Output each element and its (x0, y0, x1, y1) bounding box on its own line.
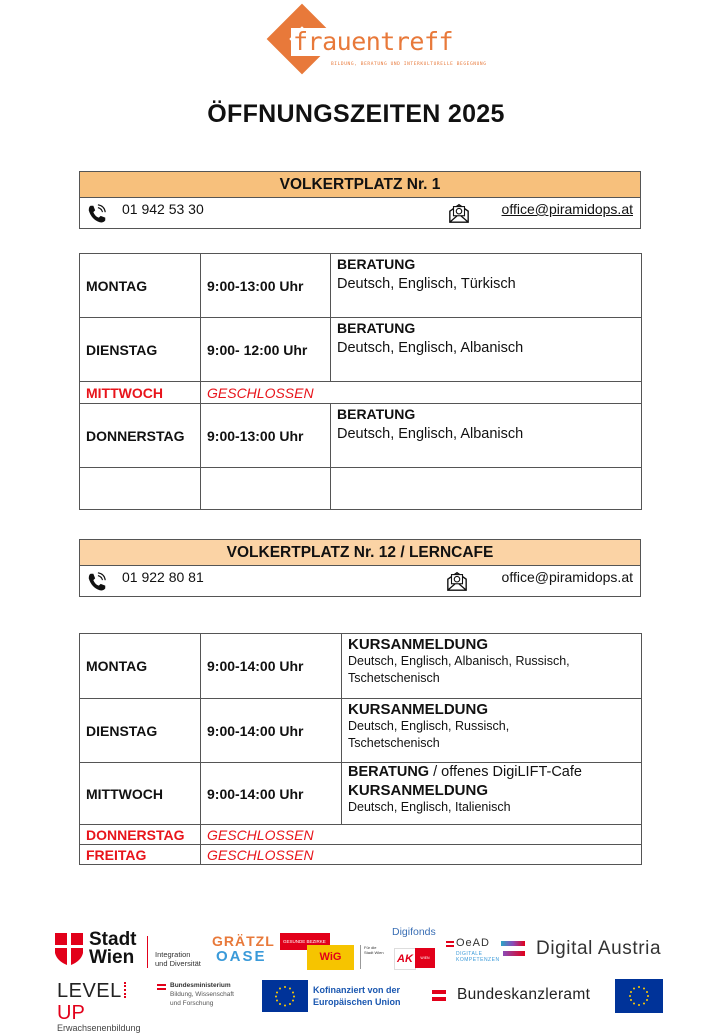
service-title: BERATUNG (337, 320, 416, 336)
service-title: KURSANMELDUNG (348, 636, 488, 653)
day-cell: MITTWOCH (80, 763, 201, 825)
day-cell: MONTAG (80, 634, 201, 699)
level-up-logo: LEVELUP Erwachsenenbildung (57, 980, 141, 1033)
eu-flag-icon (262, 980, 308, 1012)
service-cell (331, 254, 642, 318)
wien-shield-icon (55, 933, 83, 965)
service-cell (331, 404, 642, 468)
closed-day-cell: MITTWOCH (80, 382, 201, 404)
closed-status: GESCHLOSSEN (201, 825, 642, 845)
location-1-phone[interactable]: 01 942 53 30 (122, 201, 204, 217)
location-1-header-block (79, 171, 641, 229)
closed-status: GESCHLOSSEN (201, 382, 642, 404)
location-1-name: VOLKERTPLATZ Nr. 1 (80, 172, 640, 198)
languages: Deutsch, Englisch, Albanisch, Russisch, Tschetschenisch (348, 654, 570, 685)
table-row-closed (80, 845, 642, 865)
service-cell (342, 634, 642, 699)
wig-gesunde-bezirke-logo: GESUNDE BEZIRKE WiG Für die Stadt Wien (280, 933, 380, 971)
envelope-icon (448, 202, 470, 224)
graetzl-oase-logo: GRÄTZL OASE (212, 933, 275, 965)
service-title: BERATUNG (348, 764, 430, 780)
service-title-2: KURSANMELDUNG (348, 782, 488, 799)
page-title: ÖFFNUNGSZEITEN 2025 (207, 100, 505, 128)
frauentreff-logo (265, 12, 487, 80)
table-row-closed (80, 382, 642, 404)
phone-icon (86, 571, 108, 593)
day-cell: DONNERSTAG (80, 404, 201, 468)
oead-logo: OeAD DIGITALE KOMPETENZEN (446, 938, 496, 968)
service-cell (331, 318, 642, 382)
day-cell: DIENSTAG (80, 699, 201, 763)
time-cell: 9:00- 12:00 Uhr (201, 318, 331, 382)
closed-day-cell: DONNERSTAG (80, 825, 201, 845)
time-cell: 9:00-13:00 Uhr (201, 254, 331, 318)
table-row-empty (80, 468, 642, 510)
logo-tagline: BILDUNG, BERATUNG UND INTERKULTURELLE BEGEGNUNG (331, 62, 487, 67)
empty-cell (201, 468, 331, 510)
languages: Deutsch, Englisch, Russisch, Tschetschenisch (348, 719, 510, 750)
bmbwf-logo: Bundesministerium Bildung, Wissenschaft und Forschung (157, 982, 257, 1016)
location-2-phone[interactable]: 01 922 80 81 (122, 569, 204, 585)
time-cell: 9:00-14:00 Uhr (201, 763, 342, 825)
location-1-email-link[interactable]: office@piramidops.at (501, 201, 633, 217)
logo-wordmark: frauentreff (291, 28, 457, 56)
location-2-header-block (79, 539, 641, 597)
empty-cell (80, 468, 201, 510)
empty-cell (331, 468, 642, 510)
languages: Deutsch, Englisch, Albanisch (337, 426, 524, 442)
day-cell: MONTAG (80, 254, 201, 318)
closed-day-cell: FREITAG (80, 845, 201, 865)
time-cell: 9:00-13:00 Uhr (201, 404, 331, 468)
service-title: KURSANMELDUNG (348, 701, 488, 718)
service-extra: / offenes DigiLIFT-Cafe (429, 764, 582, 780)
stadt-wien-logo: Stadt Wien Integration und Diversität (55, 930, 205, 970)
location-2-name: VOLKERTPLATZ Nr. 12 / LERNCAFE (80, 540, 640, 566)
table-row (80, 254, 642, 318)
languages: Deutsch, Englisch, Türkisch (337, 276, 516, 292)
digifonds-logo: Digifonds AK WIEN (392, 926, 442, 970)
location-1-schedule-table (79, 253, 642, 510)
eu-cofinanced-logo: Kofinanziert von der Europäischen Union (262, 980, 422, 1014)
service-title: BERATUNG (337, 256, 416, 272)
table-row (80, 404, 642, 468)
closed-status: GESCHLOSSEN (201, 845, 642, 865)
day-cell: DIENSTAG (80, 318, 201, 382)
phone-icon (86, 203, 108, 225)
location-2-email[interactable]: office@piramidops.at (501, 569, 633, 585)
envelope-icon (446, 570, 468, 592)
table-row-closed (80, 825, 642, 845)
bundeskanzleramt-logo: Bundeskanzleramt (432, 985, 612, 1009)
service-cell (342, 763, 642, 825)
eu-flag-icon (615, 979, 663, 1013)
service-cell (342, 699, 642, 763)
languages: Deutsch, Englisch, Italienisch (348, 800, 511, 814)
digital-austria-logo: Digital Austria (501, 938, 691, 964)
service-title: BERATUNG (337, 406, 416, 422)
languages: Deutsch, Englisch, Albanisch (337, 340, 524, 356)
time-cell: 9:00-14:00 Uhr (201, 634, 342, 699)
digital-austria-icon (501, 941, 525, 946)
table-row (80, 763, 642, 825)
location-2-schedule-table (79, 633, 642, 865)
table-row (80, 634, 642, 699)
time-cell: 9:00-14:00 Uhr (201, 699, 342, 763)
table-row (80, 318, 642, 382)
table-row (80, 699, 642, 763)
